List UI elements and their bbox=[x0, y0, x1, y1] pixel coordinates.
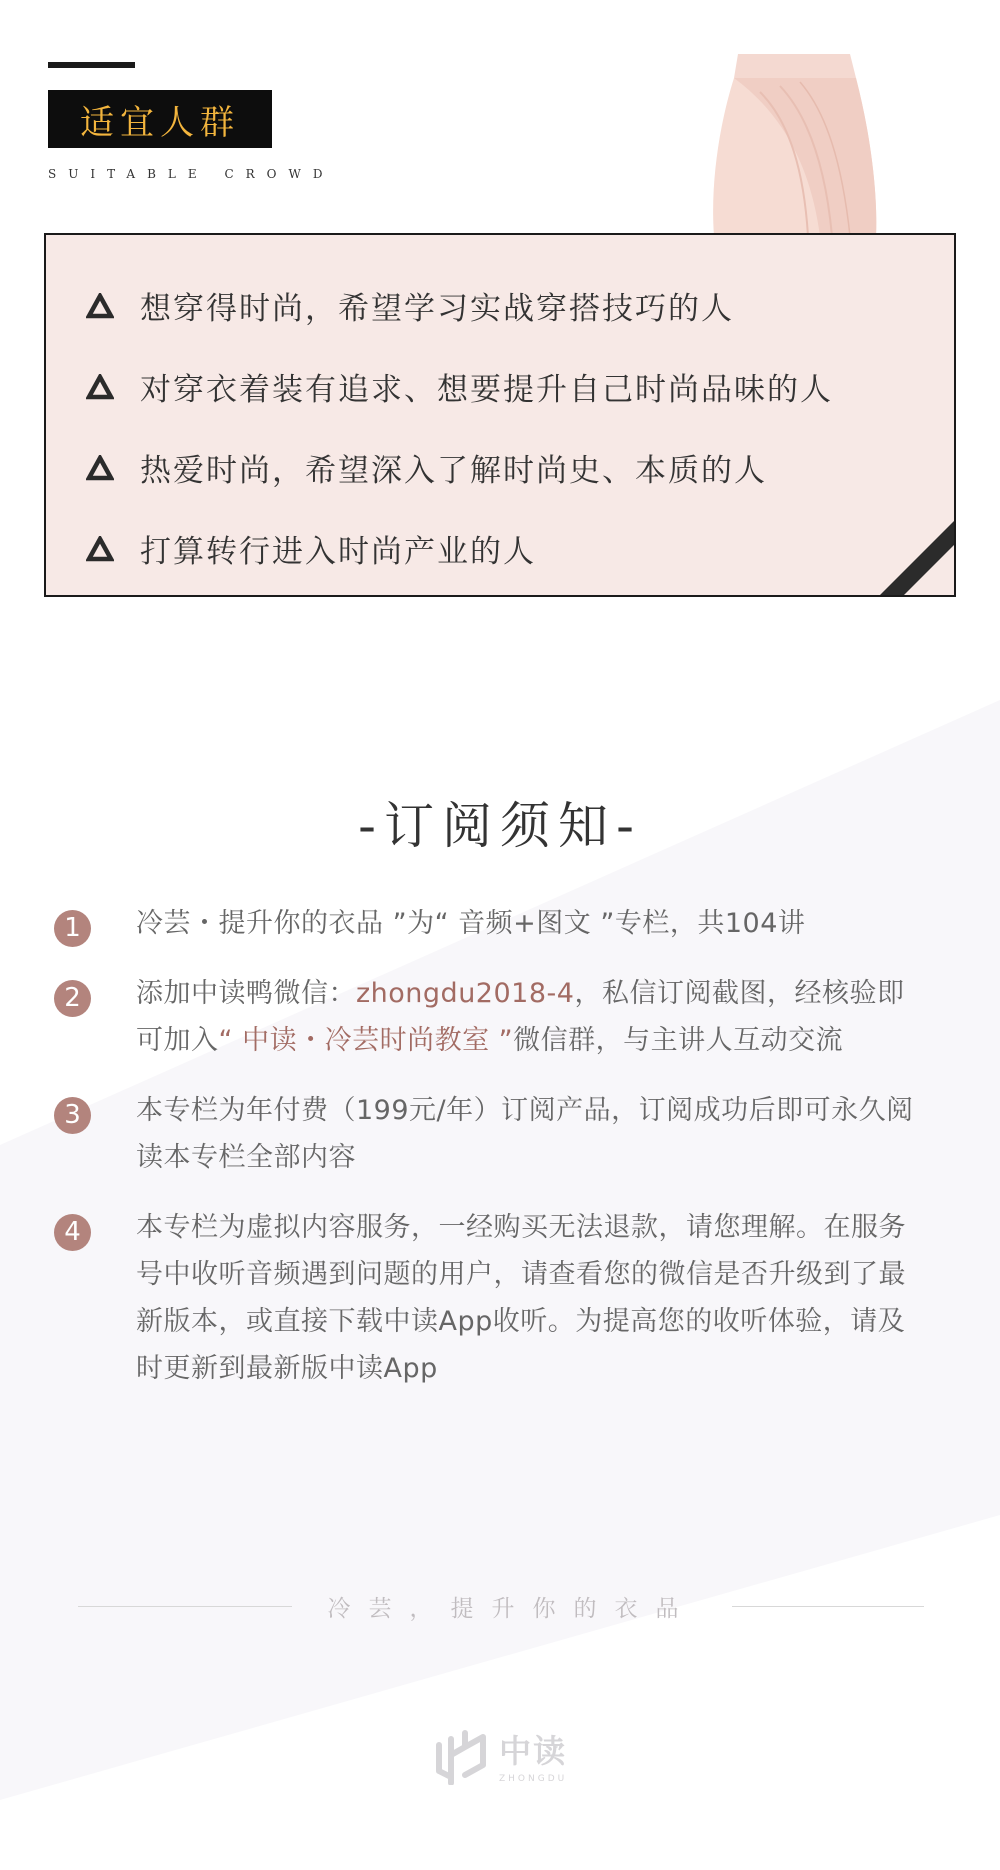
suitable-crowd-box bbox=[44, 233, 956, 597]
notice-item bbox=[54, 1087, 924, 1181]
crowd-list bbox=[86, 265, 833, 589]
notice-title: -订阅须知- bbox=[357, 797, 643, 855]
skirt-image bbox=[700, 52, 900, 236]
notice-text: 本专栏为年付费（199元/年）订阅产品，订阅成功后即可永久阅读本专栏全部内容 bbox=[136, 1095, 914, 1173]
crowd-item bbox=[86, 427, 833, 508]
crowd-item bbox=[86, 346, 833, 427]
notice-item bbox=[54, 970, 924, 1064]
section-title-box bbox=[48, 90, 272, 148]
number-badge: 4 bbox=[54, 1214, 91, 1251]
notice-item bbox=[54, 900, 924, 947]
triangle-icon bbox=[86, 293, 114, 319]
logo-text bbox=[499, 1726, 567, 1784]
slogan-divider-left bbox=[78, 1606, 292, 1607]
header-accent-bar bbox=[48, 62, 135, 68]
triangle-icon bbox=[86, 455, 114, 481]
notice-text-part: ，私信订阅截图，经核验即可加入 bbox=[136, 978, 905, 1056]
crowd-item-text: 热爱时尚，希望深入了解时尚史、本质的人 bbox=[140, 453, 767, 489]
group-name: “ 中读・冷芸时尚教室 ” bbox=[218, 1025, 514, 1056]
notice-item bbox=[54, 1204, 924, 1392]
triangle-icon bbox=[86, 374, 114, 400]
zhongdu-logo bbox=[435, 1725, 567, 1785]
logo-mark-icon bbox=[435, 1725, 487, 1785]
crowd-item bbox=[86, 508, 833, 589]
notice-text: 冷芸・提升你的衣品 ”为“ 音频+图文 ”专栏，共104讲 bbox=[136, 908, 806, 939]
notice-list bbox=[54, 900, 924, 1415]
number-badge: 3 bbox=[54, 1097, 91, 1134]
notice-text: 本专栏为虚拟内容服务，一经购买无法退款，请您理解。在服务号中收听音频遇到问题的用户，请查看您的微信是否升级到了最新版本，或直接下载中读App收听。为提高您的收听体验，请及时更新到最新版中读App bbox=[136, 1212, 906, 1384]
triangle-icon bbox=[86, 536, 114, 562]
crowd-item-text: 对穿衣着装有追求、想要提升自己时尚品味的人 bbox=[140, 372, 833, 408]
number-badge: 2 bbox=[54, 980, 91, 1017]
corner-stripe-decoration bbox=[874, 515, 954, 595]
wechat-id: zhongdu2018-4 bbox=[356, 978, 575, 1009]
logo-en: ZHONGDU bbox=[499, 1774, 568, 1784]
notice-text bbox=[136, 970, 924, 1064]
number-badge: 1 bbox=[54, 910, 91, 947]
notice-text-part: 微信群，与主讲人互动交流 bbox=[513, 1025, 844, 1056]
crowd-item-text: 想穿得时尚，希望学习实战穿搭技巧的人 bbox=[140, 291, 734, 327]
crowd-item-text: 打算转行进入时尚产业的人 bbox=[140, 534, 536, 570]
slogan: 冷芸，提升你的衣品 bbox=[327, 1596, 697, 1622]
logo-cn: 中读 bbox=[499, 1732, 568, 1770]
slogan-divider-right bbox=[732, 1606, 924, 1607]
section-title: 适宜人群 bbox=[80, 102, 240, 143]
crowd-item bbox=[86, 265, 833, 346]
notice-text-part: 添加中读鸭微信： bbox=[136, 978, 356, 1009]
section-subtitle: SUITABLE CROWD bbox=[48, 167, 335, 181]
